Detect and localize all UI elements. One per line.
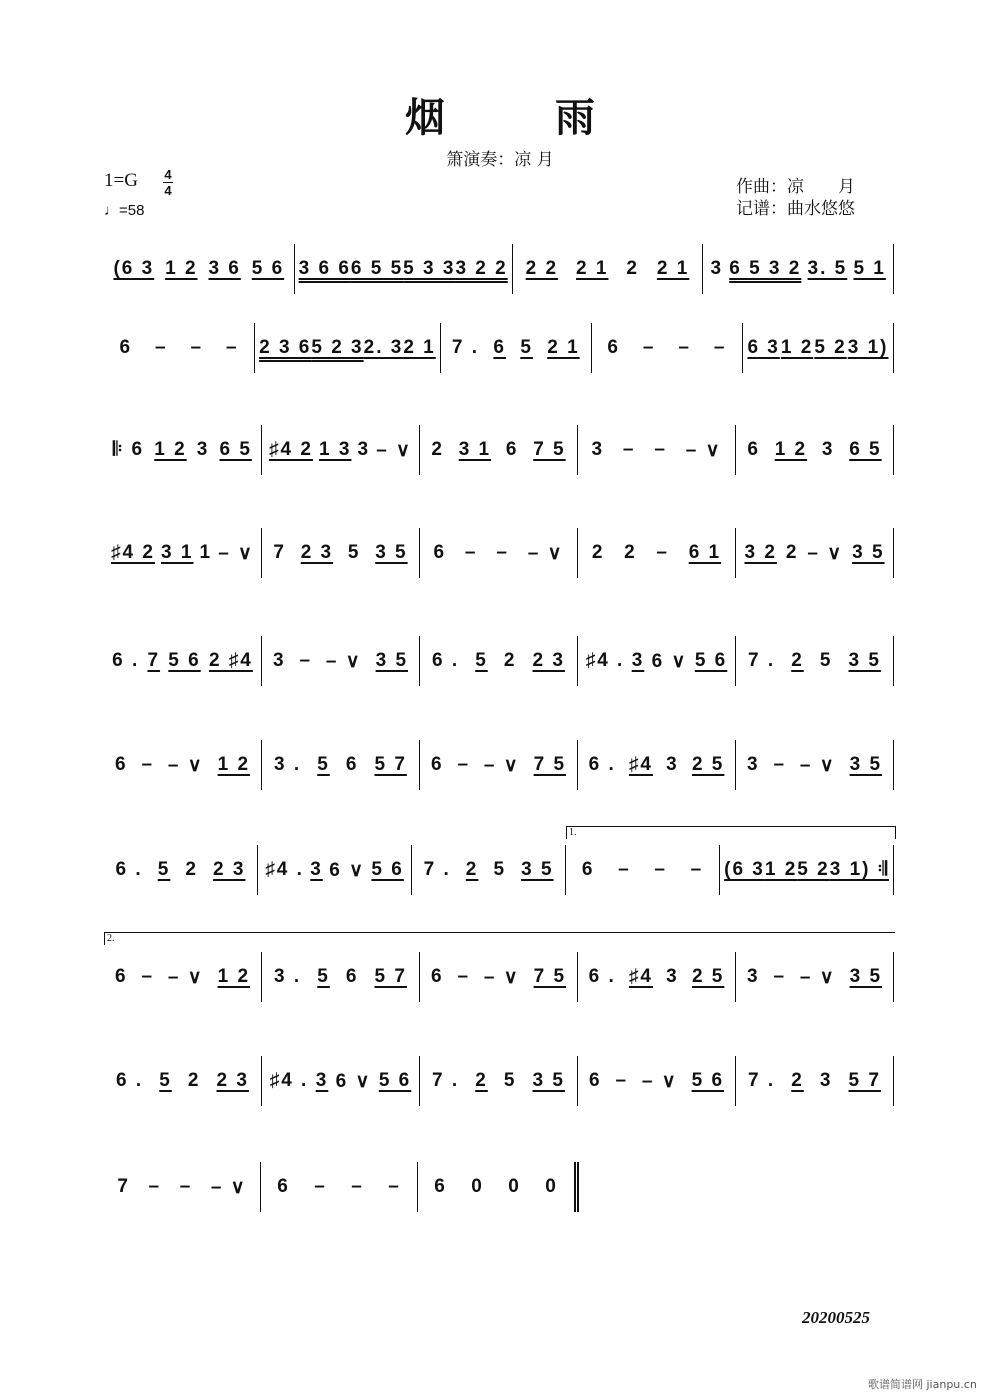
note-group: – <box>642 337 656 358</box>
note-group: 6 ∨ <box>651 650 688 672</box>
score-row <box>104 244 894 294</box>
note-group: – ∨ <box>376 439 412 461</box>
note-group: 5 6 <box>691 1070 725 1091</box>
score-row <box>104 323 894 373</box>
note-group: 6 <box>119 337 133 358</box>
note-group: 3 5 <box>375 650 409 671</box>
note-group: – <box>314 1176 327 1197</box>
measure <box>104 323 254 373</box>
note-group: 3 <box>591 439 605 460</box>
measure <box>411 845 565 895</box>
note-group: 3 <box>631 650 645 671</box>
note-group: 3 <box>746 966 760 987</box>
note-group: 2 1 <box>403 337 436 358</box>
measure <box>104 425 261 475</box>
note-group: – ∨ <box>218 542 254 564</box>
note-group: 3 1) <box>847 337 889 358</box>
note-group: – <box>457 966 471 987</box>
note-group: 5 6 <box>378 1070 412 1091</box>
note-group: 6 <box>505 439 519 460</box>
note-group: 2 1 <box>576 258 609 279</box>
note-group: 2 5 <box>691 966 725 987</box>
measure <box>260 1162 417 1212</box>
note-group: 2 <box>465 859 479 880</box>
note-group: 1 2 <box>217 754 251 775</box>
note-group: 6 <box>434 1176 447 1197</box>
measure <box>735 740 894 790</box>
note-group: 3 5 <box>848 650 881 671</box>
note-group: – ∨ <box>685 439 722 461</box>
note-group: 5 7 <box>374 754 407 775</box>
note-group: – <box>773 754 787 775</box>
time-signature <box>163 168 173 197</box>
measure <box>742 323 894 373</box>
note-group: – ∨ <box>210 1176 247 1198</box>
measure <box>261 740 419 790</box>
note-group: 𝄆 6 <box>113 439 145 460</box>
note-group: – <box>457 754 471 775</box>
time-signature-bottom: 4 <box>164 183 172 198</box>
measure <box>419 952 577 1002</box>
note-group: – <box>773 966 787 987</box>
note-group: 3 5 <box>375 542 408 563</box>
note-group: 2 <box>626 258 639 279</box>
note-group: 2 <box>475 1070 488 1091</box>
note-group: 6 1 <box>688 542 722 563</box>
note-group: 6 ∨ <box>335 1070 372 1092</box>
measure <box>735 952 894 1002</box>
note-group: 5 <box>157 859 171 880</box>
measure <box>735 528 894 578</box>
note-group: 6 <box>430 754 444 775</box>
note-group: 2 ♯4 <box>208 650 253 671</box>
key-signature: 1=G <box>104 170 138 191</box>
measure <box>565 845 719 895</box>
measure <box>735 636 894 686</box>
note-group: – <box>299 650 313 671</box>
note-group: 5 <box>317 754 330 775</box>
note-group: 1 2 <box>165 258 198 279</box>
note-group: – ∨ <box>641 1070 678 1092</box>
note-group: – ∨ <box>799 754 836 776</box>
note-group: 1 2 <box>154 439 187 460</box>
note-group: (6 3 <box>113 258 155 279</box>
note-group: 5 <box>819 650 833 671</box>
note-group: 2 <box>185 859 198 880</box>
note-group: 7 <box>147 650 161 671</box>
measure <box>577 952 735 1002</box>
note-group: 5 6 <box>168 650 201 671</box>
measure <box>577 636 735 686</box>
note-group: 6 <box>747 439 760 460</box>
watermark: 歌谱简谱网 jianpu.cn <box>868 1378 977 1391</box>
measure <box>591 323 742 373</box>
note-group: 1 2 <box>774 439 808 460</box>
measure <box>261 425 419 475</box>
note-group: 7 5 <box>533 754 567 775</box>
measure <box>735 1056 894 1106</box>
tempo-marking: ♩=58 <box>104 202 145 219</box>
measure <box>261 636 419 686</box>
note-group: – <box>654 439 667 460</box>
notation-credit: 记谱：曲水悠悠 <box>736 199 855 219</box>
note-group: 2 <box>431 439 444 460</box>
note-group: 6 . <box>588 966 616 987</box>
note-group: ♯4 <box>628 966 653 987</box>
note-group: 7 5 <box>533 439 566 460</box>
note-group: – ∨ <box>167 966 204 988</box>
measure <box>577 528 735 578</box>
note-group: 2 <box>187 1070 201 1091</box>
note-group: 3 5 <box>849 966 883 987</box>
note-group: – <box>464 542 478 563</box>
note-group: 6 <box>345 966 359 987</box>
note-group: 5 <box>347 542 361 563</box>
note-group: 1 3 <box>319 439 352 460</box>
measure <box>419 528 577 578</box>
note-group: 7 <box>117 1176 130 1197</box>
measure <box>419 425 577 475</box>
note-group: ♯4 <box>628 754 653 775</box>
note-group: 7 . <box>451 337 480 358</box>
note-group: ♯4 2 <box>269 439 313 460</box>
note-group: 6 . <box>115 859 143 880</box>
note-group: 3 <box>196 439 210 460</box>
note-group: 3 5 <box>852 542 885 563</box>
measure <box>104 1162 260 1212</box>
note-group: 3 <box>315 1070 329 1091</box>
note-group: 3 1 <box>161 542 194 563</box>
measure <box>440 323 591 373</box>
note-group: 6 <box>493 337 506 358</box>
measure <box>719 845 894 895</box>
note-group: 2. 3 <box>363 337 404 358</box>
note-group: 5 <box>503 1070 517 1091</box>
note-group: 6 <box>114 966 128 987</box>
note-group: 5 6 <box>251 258 285 279</box>
measure <box>419 1056 577 1106</box>
note-group: 3 . <box>274 966 302 987</box>
note-group: 6 <box>588 1070 602 1091</box>
note-group: 2 3 <box>213 859 246 880</box>
note-group: 0 <box>545 1176 558 1197</box>
note-group: 3 1 <box>458 439 492 460</box>
note-group: 6 ∨ <box>329 859 366 881</box>
note-group: 3 5 <box>849 754 883 775</box>
note-group: 6 5 5 <box>350 258 404 279</box>
note-group: 6 . <box>112 650 140 671</box>
note-group: 2 <box>791 650 804 671</box>
note-group: 1 2 <box>780 337 814 358</box>
note-group: 6 <box>114 754 128 775</box>
note-group: – <box>618 859 631 880</box>
measure <box>702 244 894 294</box>
note-group: 7 5 <box>533 966 567 987</box>
score-row <box>104 845 894 895</box>
measure <box>261 528 419 578</box>
note-group: 6 <box>581 859 595 880</box>
note-group: 2 <box>503 650 517 671</box>
note-group: 6 . <box>116 1070 144 1091</box>
note-group: 6 . <box>432 650 460 671</box>
measure <box>419 740 577 790</box>
credits <box>736 176 855 220</box>
note-group: 6 <box>607 337 620 358</box>
note-group: – ∨ <box>799 966 836 988</box>
note-group: 0 <box>508 1176 521 1197</box>
note-group: 3 <box>310 859 323 880</box>
note-group: 3 <box>821 439 835 460</box>
note-group: ♯4 . <box>585 650 625 671</box>
note-group: 3 <box>357 439 371 460</box>
measure <box>577 740 735 790</box>
note-group: 5 7 <box>374 966 407 987</box>
note-group: 3. 5 <box>807 258 848 279</box>
date-stamp: 20200525 <box>802 1308 870 1327</box>
note-group: 2 <box>624 542 637 563</box>
note-group: 3 1) 𝄇 <box>829 859 889 880</box>
note-group: 3 <box>666 966 679 987</box>
note-group: 5 <box>493 859 507 880</box>
note-group: 2 1 <box>547 337 580 358</box>
note-group: 6 <box>433 542 447 563</box>
note-group: 6 5 <box>849 439 882 460</box>
note-group: – ∨ <box>483 966 520 988</box>
note-group: (6 3 <box>724 859 765 880</box>
note-group: 5 <box>475 650 488 671</box>
note-group: 1 2 <box>217 966 251 987</box>
note-group: 3 6 <box>208 258 241 279</box>
note-group: 2 1 <box>656 258 690 279</box>
note-group: – <box>179 1176 193 1197</box>
note-group: – ∨ <box>167 754 204 776</box>
score-row <box>104 740 894 790</box>
measure <box>419 636 577 686</box>
note-group: 3 2 2 <box>455 258 508 279</box>
note-group: – <box>226 337 239 358</box>
note-group: 7 . <box>748 1070 776 1091</box>
note-group: 3 <box>666 754 679 775</box>
note-group: 3 <box>710 258 724 279</box>
note-group: – <box>154 337 168 358</box>
note-group: 5 6 <box>371 859 404 880</box>
measure <box>104 1056 261 1106</box>
note-group: – <box>615 1070 629 1091</box>
note-group: 2 3 <box>532 650 565 671</box>
measure <box>577 425 735 475</box>
score-row <box>104 528 894 578</box>
note-group: – <box>690 859 704 880</box>
measure <box>294 244 512 294</box>
composer-credit: 作曲：凉 月 <box>736 177 855 197</box>
note-group: – ∨ <box>807 542 844 564</box>
score-title: 烟 雨 <box>405 94 643 141</box>
note-group: – <box>141 966 155 987</box>
measure <box>254 323 440 373</box>
note-group: 6 <box>277 1176 290 1197</box>
note-group: 0 <box>471 1176 484 1197</box>
note-group: 1 2 <box>764 859 798 880</box>
note-group: ♯4 . <box>269 1070 309 1091</box>
note-group: 6 5 3 2 <box>729 258 802 279</box>
note-group: 5 2 <box>814 337 847 358</box>
volta-second-ending: 2. <box>104 932 895 945</box>
note-group: – <box>496 542 509 563</box>
volta-first-ending: 1. <box>566 826 896 839</box>
measure <box>104 952 261 1002</box>
note-group: 6 <box>430 966 444 987</box>
note-group: – <box>713 337 727 358</box>
note-group: 7 . <box>748 650 776 671</box>
note-group: 5 7 <box>848 1070 881 1091</box>
measure <box>104 244 294 294</box>
note-group: 2 5 <box>691 754 725 775</box>
performer-credit: 箫演奏：凉 月 <box>446 150 554 170</box>
score-row <box>104 1056 894 1106</box>
note-group: – <box>351 1176 364 1197</box>
note-group: 6 . <box>588 754 616 775</box>
note-group: ♯4 2 <box>111 542 155 563</box>
note-group: – <box>148 1176 162 1197</box>
note-group: – ∨ <box>325 650 362 672</box>
note-group: 5 3 3 <box>403 258 456 279</box>
score-row <box>104 1162 579 1212</box>
note-group: 3 5 <box>521 859 554 880</box>
note-group: 5 2 3 <box>311 337 364 358</box>
note-group: 5 2 <box>797 859 830 880</box>
measure <box>512 244 703 294</box>
note-group: – <box>190 337 204 358</box>
note-group: 5 <box>159 1070 172 1091</box>
note-group: 3 <box>746 754 760 775</box>
note-group: 3 <box>819 1070 833 1091</box>
note-group: 6 5 <box>219 439 252 460</box>
note-group: – <box>654 859 667 880</box>
note-group: – <box>656 542 669 563</box>
note-group: 7 . <box>432 1070 460 1091</box>
note-group: – ∨ <box>527 542 564 564</box>
note-group: ♯4 . <box>265 859 304 880</box>
note-group: 2 <box>591 542 605 563</box>
note-group: – <box>678 337 691 358</box>
measure <box>104 740 261 790</box>
score-row <box>104 425 894 475</box>
measure <box>417 1162 579 1212</box>
note-group: 3 6 6 <box>298 258 351 279</box>
note-group: 2 2 <box>525 258 559 279</box>
note-group: 5 1 <box>853 258 886 279</box>
note-group: 3 <box>272 650 286 671</box>
note-group: – <box>388 1176 401 1197</box>
note-group: 2 <box>785 542 799 563</box>
note-group: 2 3 <box>300 542 334 563</box>
measure <box>257 845 411 895</box>
note-group: 2 3 6 <box>259 337 312 358</box>
note-group: 5 <box>520 337 533 358</box>
note-group: 3 2 <box>744 542 777 563</box>
note-group: – <box>622 439 636 460</box>
note-group: 6 <box>345 754 359 775</box>
note-group: 2 <box>791 1070 804 1091</box>
measure <box>577 1056 735 1106</box>
note-group: 3 5 <box>532 1070 565 1091</box>
score-row <box>104 636 894 686</box>
note-group: 7 . <box>423 859 451 880</box>
note-group: 5 6 <box>694 650 728 671</box>
measure <box>261 952 419 1002</box>
measure <box>104 845 257 895</box>
note-group: 2 3 <box>216 1070 249 1091</box>
note-group: 3 . <box>274 754 302 775</box>
measure <box>261 1056 419 1106</box>
note-group: 7 <box>273 542 286 563</box>
score-row <box>104 952 894 1002</box>
note-group: – ∨ <box>483 754 520 776</box>
measure <box>104 528 261 578</box>
time-signature-top: 4 <box>164 167 172 182</box>
note-group: 1 <box>199 542 213 563</box>
note-group: – <box>141 754 155 775</box>
measure <box>735 425 894 475</box>
measure <box>104 636 261 686</box>
note-group: 5 <box>317 966 330 987</box>
note-group: 6 3 <box>747 337 780 358</box>
